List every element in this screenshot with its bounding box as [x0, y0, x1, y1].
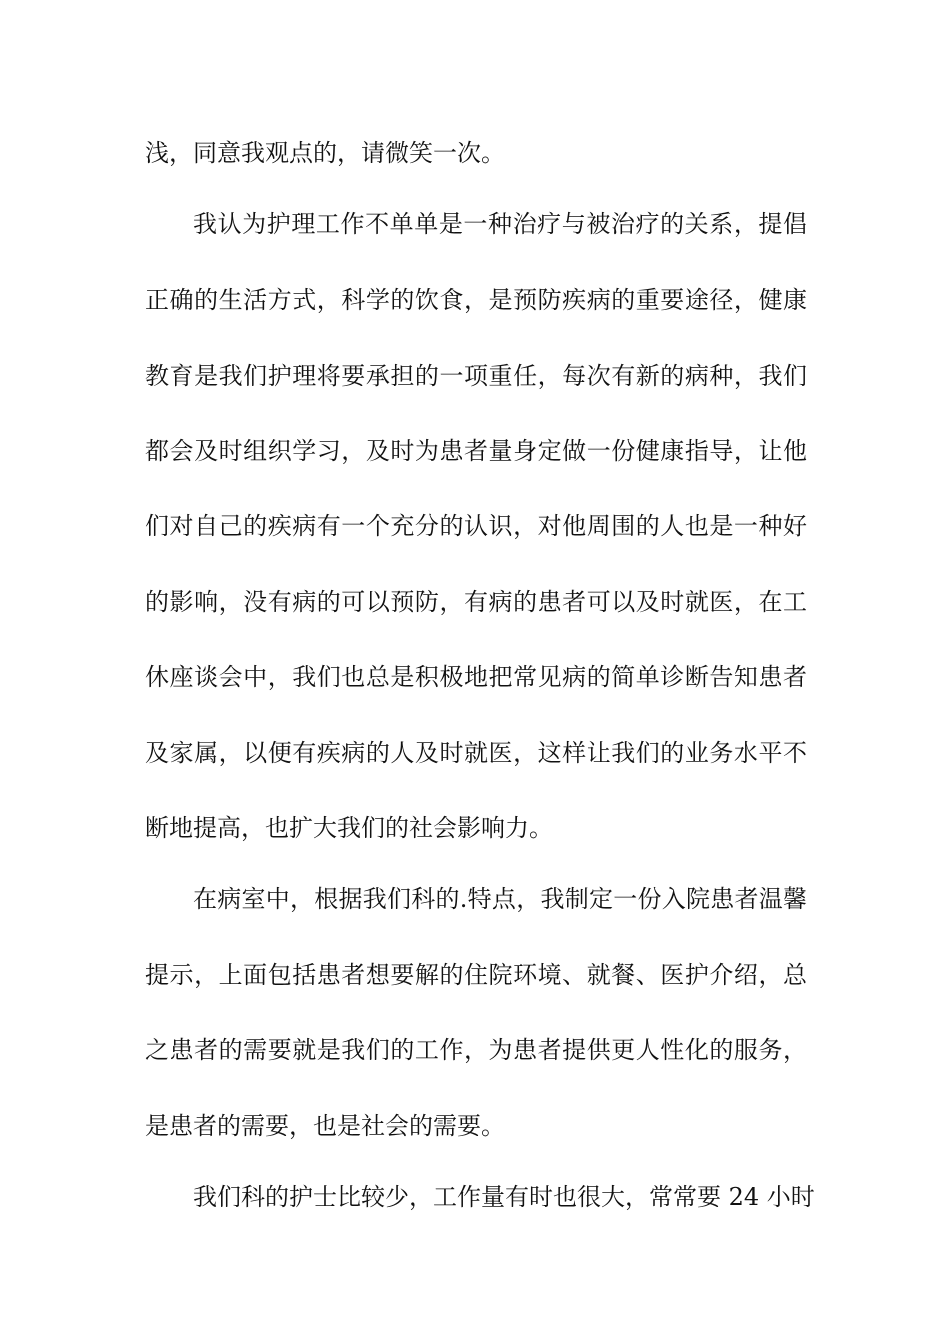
text-line: 浅，同意我观点的，请微笑一次。 — [145, 139, 505, 167]
text-line: 断地提高，也扩大我们的社会影响力。 — [145, 814, 553, 842]
text-line: 及家属，以便有疾病的人及时就医，这样让我们的业务水平不 — [145, 739, 807, 767]
text-line: 的影响，没有病的可以预防，有病的患者可以及时就医，在工 — [145, 588, 807, 616]
paragraph-first-line: 我们科的护士比较少，工作量有时也很大，常常要 24 小时 — [193, 1183, 815, 1211]
text-line: 提示，上面包括患者想要解的住院环境、就餐、医护介绍，总 — [145, 961, 807, 989]
paragraph-first-line: 我认为护理工作不单单是一种治疗与被治疗的关系，提倡 — [193, 210, 807, 238]
text-line: 正确的生活方式，科学的饮食，是预防疾病的重要途径，健康 — [145, 286, 807, 314]
text-line: 是患者的需要，也是社会的需要。 — [145, 1112, 505, 1140]
text-line: 之患者的需要就是我们的工作，为患者提供更人性化的服务， — [145, 1036, 807, 1064]
text-line: 都会及时组织学习，及时为患者量身定做一份健康指导，让他 — [145, 437, 807, 465]
text-line: 们对自己的疾病有一个充分的认识，对他周围的人也是一种好 — [145, 512, 807, 540]
paragraph-first-line: 在病室中，根据我们科的.特点，我制定一份入院患者温馨 — [193, 885, 807, 913]
text-line: 休座谈会中，我们也总是积极地把常见病的简单诊断告知患者 — [145, 663, 807, 691]
text-line: 教育是我们护理将要承担的一项重任，每次有新的病种，我们 — [145, 362, 807, 390]
